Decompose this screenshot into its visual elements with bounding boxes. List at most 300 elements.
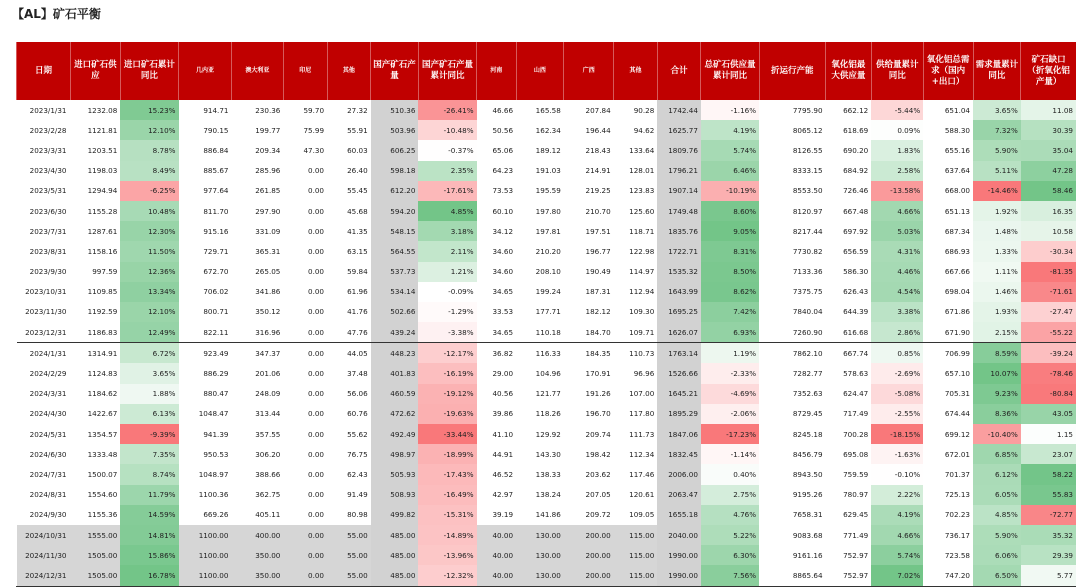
cell-c6: 55.00 [327,525,371,545]
cell-c10: 104.96 [516,363,564,383]
cell-c20: 16.35 [1021,201,1076,221]
cell-c11: 210.70 [564,201,614,221]
cell-c8: -19.12% [418,384,476,404]
cell-c16: 771.49 [826,525,872,545]
cell-c16: 684.92 [826,161,872,181]
cell-c20: 43.05 [1021,404,1076,424]
cell-c20: -72.77 [1021,505,1076,525]
cell-c7: 502.66 [371,302,419,322]
cell-c12: 109.30 [614,302,658,322]
cell-c16: 586.30 [826,262,872,282]
cell-c6: 27.32 [327,100,371,120]
cell-c12: 112.94 [614,282,658,302]
cell-c15: 7730.82 [759,241,825,261]
cell-c9: 40.00 [477,545,516,565]
cell-c17: 3.38% [871,302,923,322]
cell-c8: -13.96% [418,545,476,565]
cell-c17: -2.69% [871,363,923,383]
cell-c5: 0.00 [283,262,327,282]
cell-c14: 7.42% [701,302,759,322]
cell-c2: 12.36% [120,262,178,282]
cell-c6: 37.48 [327,363,371,383]
cell-c15: 8120.97 [759,201,825,221]
cell-c12: 111.73 [614,424,658,444]
cell-c11: 197.51 [564,221,614,241]
cell-c11: 184.70 [564,322,614,343]
cell-c7: 503.96 [371,120,419,140]
column-header-c4: 澳大利亚 [231,42,283,100]
cell-c13: 1695.25 [657,302,701,322]
cell-c6: 76.75 [327,444,371,464]
cell-c19: 6.05% [973,485,1021,505]
cell-c14: 1.19% [701,343,759,364]
cell-c16: 759.59 [826,464,872,484]
cell-c15: 8217.44 [759,221,825,241]
cell-c17: 2.86% [871,322,923,343]
cell-c13: 1847.06 [657,424,701,444]
cell-c2: 3.65% [120,363,178,383]
cell-c15: 7658.31 [759,505,825,525]
cell-c20: 35.32 [1021,525,1076,545]
cell-c18: 747.20 [923,565,973,585]
cell-c20: -78.46 [1021,363,1076,383]
cell-c13: 2040.00 [657,525,701,545]
cell-c16: 578.63 [826,363,872,383]
table-row [17,485,1077,505]
table-row [17,322,1077,343]
cell-c1: 1287.61 [71,221,121,241]
cell-c3: 1100.36 [179,485,232,505]
cell-c10: 165.58 [516,100,564,120]
cell-c5: 0.00 [283,241,327,261]
cell-c2: -9.39% [120,424,178,444]
cell-c14: 2.75% [701,485,759,505]
column-header-c12: 其他 [614,42,658,100]
cell-c14: -17.23% [701,424,759,444]
row-date-cell: 2024/3/31 [17,384,71,404]
cell-c4: 201.06 [231,363,283,383]
row-date-cell: 2024/1/31 [17,343,71,364]
table-row [17,262,1077,282]
cell-c2: 10.48% [120,201,178,221]
row-date-cell: 2024/9/30 [17,505,71,525]
cell-c14: 6.46% [701,161,759,181]
cell-c5: 0.00 [283,444,327,464]
column-header-c16: 氧化铝最大供应量 [826,42,872,100]
cell-c11: 207.05 [564,485,614,505]
cell-c8: -17.61% [418,181,476,201]
cell-c16: 667.48 [826,201,872,221]
cell-c20: -55.22 [1021,322,1076,343]
cell-c10: 130.00 [516,565,564,585]
cell-c9: 34.60 [477,262,516,282]
cell-c8: -19.63% [418,404,476,424]
cell-c14: 8.60% [701,201,759,221]
cell-c9: 29.00 [477,363,516,383]
cell-c8: -33.44% [418,424,476,444]
cell-c16: 780.97 [826,485,872,505]
cell-c16: 618.69 [826,120,872,140]
cell-c5: 0.00 [283,384,327,404]
cell-c15: 7133.36 [759,262,825,282]
cell-c2: 7.35% [120,444,178,464]
cell-c5: 75.99 [283,120,327,140]
cell-c12: 115.00 [614,545,658,565]
column-header-c10: 山西 [516,42,564,100]
cell-c19: 1.92% [973,201,1021,221]
cell-c15: 7862.10 [759,343,825,364]
cell-c1: 1554.60 [71,485,121,505]
row-date-cell: 2024/2/29 [17,363,71,383]
cell-c16: 752.97 [826,545,872,565]
column-header-c11: 广西 [564,42,614,100]
cell-c19: 5.90% [973,140,1021,160]
cell-c18: 687.34 [923,221,973,241]
cell-c3: 729.71 [179,241,232,261]
cell-c8: -3.38% [418,322,476,343]
cell-c18: 705.31 [923,384,973,404]
cell-c8: -0.37% [418,140,476,160]
cell-c4: 362.75 [231,485,283,505]
cell-c18: 671.90 [923,322,973,343]
cell-c12: 107.00 [614,384,658,404]
cell-c5: 0.00 [283,485,327,505]
cell-c17: -0.10% [871,464,923,484]
cell-c10: 177.71 [516,302,564,322]
cell-c12: 120.61 [614,485,658,505]
cell-c7: 598.18 [371,161,419,181]
cell-c17: 4.54% [871,282,923,302]
cell-c18: 736.17 [923,525,973,545]
cell-c7: 460.59 [371,384,419,404]
row-date-cell: 2023/5/31 [17,181,71,201]
cell-c6: 59.84 [327,262,371,282]
cell-c1: 1192.59 [71,302,121,322]
column-header-date: 日期 [17,42,71,100]
cell-c10: 191.03 [516,161,564,181]
cell-c17: -1.63% [871,444,923,464]
cell-c11: 196.70 [564,404,614,424]
row-date-cell: 2023/11/30 [17,302,71,322]
cell-c20: 11.08 [1021,100,1076,120]
cell-c8: -12.32% [418,565,476,585]
cell-c7: 594.20 [371,201,419,221]
cell-c10: 195.59 [516,181,564,201]
table-row [17,100,1077,120]
cell-c17: 7.02% [871,565,923,585]
cell-c3: 886.84 [179,140,232,160]
cell-c6: 55.45 [327,181,371,201]
cell-c1: 1186.83 [71,322,121,343]
cell-c9: 41.10 [477,424,516,444]
row-date-cell: 2023/2/28 [17,120,71,140]
cell-c4: 341.86 [231,282,283,302]
cell-c19: -14.46% [973,181,1021,201]
cell-c1: 997.59 [71,262,121,282]
cell-c16: 667.74 [826,343,872,364]
cell-c8: -18.99% [418,444,476,464]
cell-c9: 44.91 [477,444,516,464]
cell-c18: 698.04 [923,282,973,302]
cell-c16: 697.92 [826,221,872,241]
row-date-cell: 2024/7/31 [17,464,71,484]
cell-c15: 8245.18 [759,424,825,444]
cell-c13: 1722.71 [657,241,701,261]
cell-c16: 616.68 [826,322,872,343]
cell-c14: 9.05% [701,221,759,241]
column-header-c19: 需求量累计同比 [973,42,1021,100]
cell-c10: 121.77 [516,384,564,404]
table-row [17,384,1077,404]
cell-c4: 199.77 [231,120,283,140]
cell-c15: 8553.50 [759,181,825,201]
cell-c5: 59.70 [283,100,327,120]
cell-c7: 439.24 [371,322,419,343]
cell-c17: 4.19% [871,505,923,525]
cell-c7: 485.00 [371,545,419,565]
cell-c18: 651.04 [923,100,973,120]
cell-c3: 1100.00 [179,525,232,545]
cell-c1: 1198.03 [71,161,121,181]
cell-c9: 34.65 [477,322,516,343]
cell-c9: 50.56 [477,120,516,140]
table-row [17,282,1077,302]
cell-c1: 1203.51 [71,140,121,160]
row-date-cell: 2023/9/30 [17,262,71,282]
row-date-cell: 2024/11/30 [17,545,71,565]
cell-c11: 219.25 [564,181,614,201]
cell-c15: 8729.45 [759,404,825,424]
row-date-cell: 2024/12/31 [17,565,71,585]
cell-c20: 5.77 [1021,565,1076,585]
cell-c12: 118.71 [614,221,658,241]
cell-c16: 662.12 [826,100,872,120]
cell-c3: 1048.97 [179,464,232,484]
cell-c10: 138.24 [516,485,564,505]
cell-c13: 1895.29 [657,404,701,424]
cell-c9: 40.00 [477,525,516,545]
row-date-cell: 2023/6/30 [17,201,71,221]
cell-c2: 12.10% [120,120,178,140]
cell-c12: 109.71 [614,322,658,343]
cell-c14: 6.30% [701,545,759,565]
cell-c17: -2.55% [871,404,923,424]
cell-c1: 1500.07 [71,464,121,484]
cell-c17: 4.66% [871,525,923,545]
cell-c16: 624.47 [826,384,872,404]
cell-c14: 8.31% [701,241,759,261]
cell-c19: 1.48% [973,221,1021,241]
cell-c7: 606.25 [371,140,419,160]
cell-c16: 656.59 [826,241,872,261]
cell-c5: 0.00 [283,221,327,241]
cell-c13: 1526.66 [657,363,701,383]
cell-c2: 11.79% [120,485,178,505]
cell-c8: 3.18% [418,221,476,241]
column-header-c9: 河南 [477,42,516,100]
cell-c6: 44.05 [327,343,371,364]
cell-c18: 725.13 [923,485,973,505]
cell-c11: 203.62 [564,464,614,484]
cell-c20: 55.83 [1021,485,1076,505]
cell-c12: 123.83 [614,181,658,201]
cell-c20: 30.39 [1021,120,1076,140]
cell-c2: 12.49% [120,322,178,343]
cell-c9: 40.00 [477,565,516,585]
cell-c4: 350.00 [231,545,283,565]
cell-c7: 510.36 [371,100,419,120]
cell-c2: 13.34% [120,282,178,302]
table-row [17,505,1077,525]
cell-c19: 1.46% [973,282,1021,302]
table-row [17,161,1077,181]
cell-c2: 8.49% [120,161,178,181]
cell-c6: 60.76 [327,404,371,424]
cell-c6: 47.76 [327,322,371,343]
table-body [17,100,1077,586]
cell-c1: 1158.16 [71,241,121,261]
cell-c13: 1643.99 [657,282,701,302]
cell-c2: 16.78% [120,565,178,585]
cell-c10: 138.33 [516,464,564,484]
cell-c5: 0.00 [283,201,327,221]
cell-c12: 110.73 [614,343,658,364]
cell-c18: 671.86 [923,302,973,322]
cell-c3: 822.11 [179,322,232,343]
cell-c7: 498.97 [371,444,419,464]
column-header-c6: 其他 [327,42,371,100]
cell-c5: 0.00 [283,545,327,565]
cell-c10: 130.00 [516,525,564,545]
cell-c10: 189.12 [516,140,564,160]
cell-c8: 4.85% [418,201,476,221]
cell-c19: 5.11% [973,161,1021,181]
cell-c5: 0.00 [283,161,327,181]
cell-c17: 4.66% [871,201,923,221]
cell-c2: 15.23% [120,100,178,120]
cell-c3: 811.70 [179,201,232,221]
cell-c7: 401.83 [371,363,419,383]
column-header-c1: 进口矿石供应 [71,42,121,100]
cell-c20: -81.35 [1021,262,1076,282]
table-row [17,241,1077,261]
cell-c12: 114.97 [614,262,658,282]
cell-c19: 6.85% [973,444,1021,464]
cell-c4: 209.34 [231,140,283,160]
cell-c6: 55.62 [327,424,371,444]
cell-c4: 230.36 [231,100,283,120]
cell-c11: 200.00 [564,525,614,545]
cell-c1: 1555.00 [71,525,121,545]
cell-c11: 200.00 [564,545,614,565]
cell-c20: 1.15 [1021,424,1076,444]
cell-c8: -10.48% [418,120,476,140]
cell-c20: -39.24 [1021,343,1076,364]
cell-c16: 695.08 [826,444,872,464]
cell-c1: 1121.81 [71,120,121,140]
row-date-cell: 2023/1/31 [17,100,71,120]
cell-c11: 196.44 [564,120,614,140]
cell-c16: 629.45 [826,505,872,525]
cell-c3: 790.15 [179,120,232,140]
cell-c11: 184.35 [564,343,614,364]
cell-c10: 208.10 [516,262,564,282]
cell-c9: 42.97 [477,485,516,505]
cell-c14: 8.62% [701,282,759,302]
cell-c2: 6.13% [120,404,178,424]
cell-c5: 0.00 [283,404,327,424]
cell-c6: 60.03 [327,140,371,160]
cell-c16: 644.39 [826,302,872,322]
cell-c1: 1505.00 [71,545,121,565]
cell-c5: 0.00 [283,322,327,343]
cell-c10: 110.18 [516,322,564,343]
cell-c7: 472.62 [371,404,419,424]
column-header-c18: 氧化铝总需求（国内+出口） [923,42,973,100]
ore-balance-table [16,42,1076,586]
cell-c20: -71.61 [1021,282,1076,302]
column-header-c8: 国产矿石产量累计同比 [418,42,476,100]
cell-c17: -18.15% [871,424,923,444]
cell-c14: -4.69% [701,384,759,404]
cell-c13: 2063.47 [657,485,701,505]
cell-c4: 365.31 [231,241,283,261]
cell-c4: 297.90 [231,201,283,221]
cell-c16: 690.20 [826,140,872,160]
cell-c12: 96.96 [614,363,658,383]
cell-c15: 8065.12 [759,120,825,140]
cell-c11: 187.31 [564,282,614,302]
cell-c3: 977.64 [179,181,232,201]
cell-c12: 112.34 [614,444,658,464]
cell-c5: 0.00 [283,343,327,364]
column-header-c13: 合计 [657,42,701,100]
cell-c13: 1832.45 [657,444,701,464]
cell-c17: 2.22% [871,485,923,505]
cell-c3: 941.39 [179,424,232,444]
column-header-c17: 供给量累计同比 [871,42,923,100]
cell-c10: 129.92 [516,424,564,444]
cell-c8: 2.35% [418,161,476,181]
table-row [17,120,1077,140]
cell-c2: -6.25% [120,181,178,201]
cell-c1: 1422.67 [71,404,121,424]
cell-c15: 9083.68 [759,525,825,545]
header-row [17,42,1077,100]
cell-c15: 7282.77 [759,363,825,383]
cell-c20: 35.04 [1021,140,1076,160]
cell-c7: 548.15 [371,221,419,241]
cell-c15: 7795.90 [759,100,825,120]
cell-c6: 63.15 [327,241,371,261]
cell-c5: 0.00 [283,424,327,444]
row-date-cell: 2024/4/30 [17,404,71,424]
cell-c4: 331.09 [231,221,283,241]
cell-c9: 60.10 [477,201,516,221]
cell-c19: 3.65% [973,100,1021,120]
cell-c5: 47.30 [283,140,327,160]
cell-c7: 564.55 [371,241,419,261]
row-date-cell: 2023/3/31 [17,140,71,160]
cell-c11: 209.74 [564,424,614,444]
row-date-cell: 2024/5/31 [17,424,71,444]
cell-c15: 7375.75 [759,282,825,302]
cell-c6: 80.98 [327,505,371,525]
cell-c17: 2.58% [871,161,923,181]
column-header-c20: 矿石缺口（折氧化铝产量） [1021,42,1076,100]
cell-c19: 4.85% [973,505,1021,525]
cell-c12: 94.62 [614,120,658,140]
